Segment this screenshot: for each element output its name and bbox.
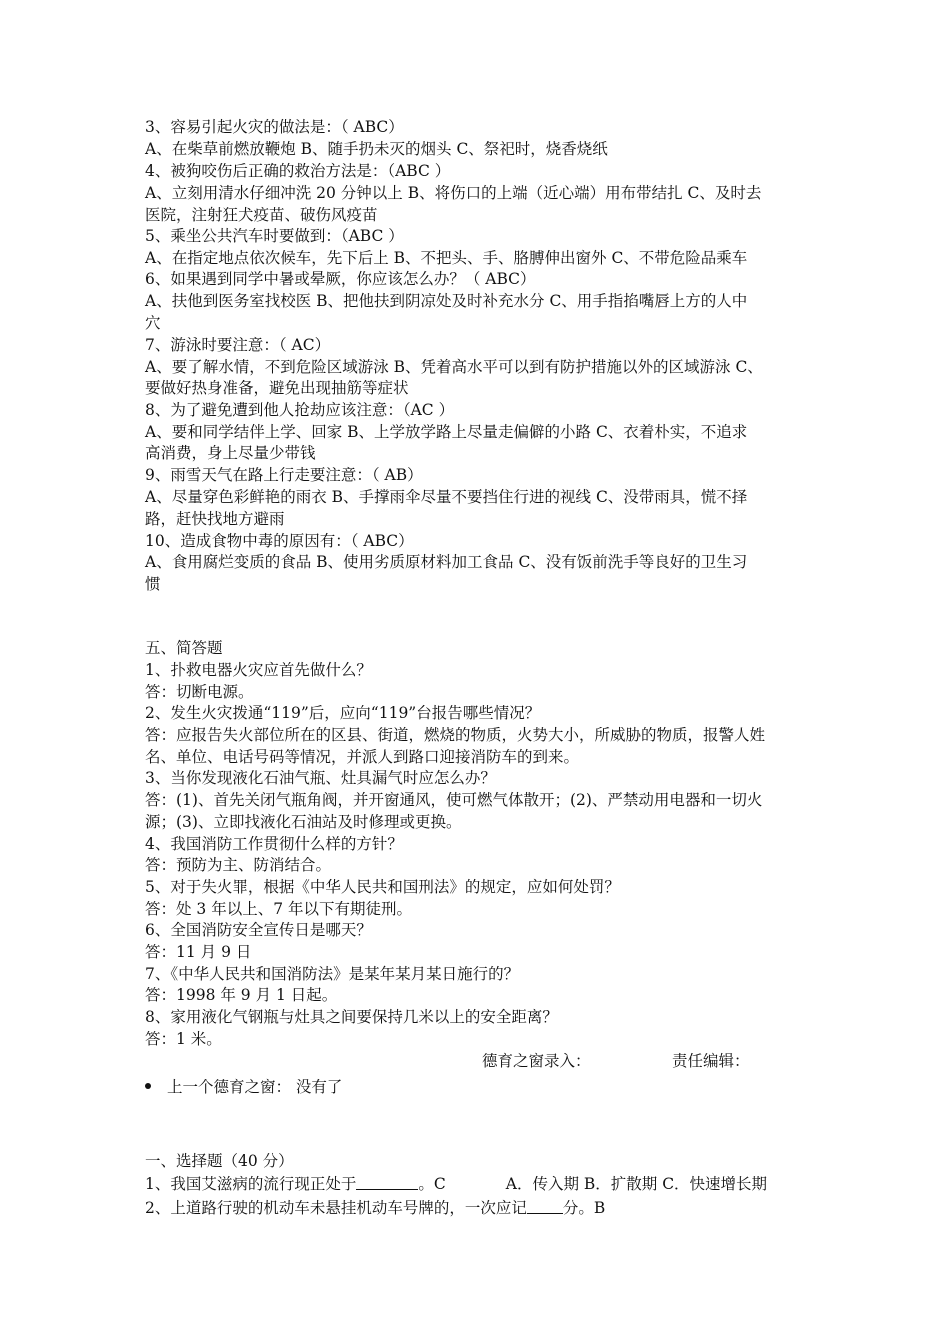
short-question-3: 3、当你发现液化石油气瓶、灶具漏气时应怎么办？ xyxy=(145,769,496,787)
editor-label: 责任编辑： xyxy=(672,1052,750,1070)
short-question-8: 8、家用液化气钢瓶与灶具之间要保持几米以上的安全距离？ xyxy=(145,1008,558,1026)
short-question-2: 2、发生火灾拨通“119”后，应向“119”台报告哪些情况？ xyxy=(145,704,541,722)
question-8-options-line1: A、要和同学结伴上学、回家 B、上学放学路上尽量走偏僻的小路 C、衣着朴实，不追求 xyxy=(145,423,748,441)
bullet-icon xyxy=(145,1083,151,1089)
question-5: 5、乘坐公共汽车时要做到：（ABC ） xyxy=(145,227,404,245)
question-8-options-line2: 高消费，身上尽量少带钱 xyxy=(145,444,316,462)
question-7: 7、游泳时要注意：（ AC） xyxy=(145,336,331,354)
question-3: 3、容易引起火灾的做法是：（ ABC） xyxy=(145,118,404,136)
section-5-heading: 五、简答题 xyxy=(145,639,223,657)
choice-question-1-options: A．传入期 B．扩散期 C．快速增长期 xyxy=(505,1175,768,1193)
section-1-heading: 一、选择题（40 分） xyxy=(145,1152,294,1170)
choice-question-2-answer: 分。B xyxy=(562,1199,606,1217)
short-question-7: 7、《中华人民共和国消防法》是某年某月某日施行的？ xyxy=(145,965,520,983)
short-answer-1: 答：切断电源。 xyxy=(145,683,254,701)
question-10-options-line2: 惯 xyxy=(145,575,161,593)
question-4-options-line1: A、立刻用清水仔细冲洗 20 分钟以上 B、将伤口的上端（近心端）用布带结扎 C、及时去 xyxy=(145,184,762,202)
question-10: 10、造成食物中毒的原因有：（ ABC） xyxy=(145,532,414,550)
choice-question-1 xyxy=(145,1173,767,1195)
question-9-options-line2: 路，赶快找地方避雨 xyxy=(145,510,285,528)
short-question-4: 4、我国消防工作贯彻什么样的方针？ xyxy=(145,835,403,853)
question-6-options-line1: A、扶他到医务室找校医 B、把他扶到阴凉处及时补充水分 C、用手指掐嘴唇上方的人中 xyxy=(145,292,748,310)
short-answer-7: 答：1998 年 9 月 1 日起。 xyxy=(145,986,338,1004)
question-3-options: A、在柴草前燃放鞭炮 B、随手扔未灭的烟头 C、祭祀时，烧香烧纸 xyxy=(145,140,608,158)
short-question-5: 5、对于失火罪，根据《中华人民共和国刑法》的规定，应如何处罚？ xyxy=(145,878,620,896)
question-10-options-line1: A、食用腐烂变质的食品 B、使用劣质原材料加工食品 C、没有饭前洗手等良好的卫生习 xyxy=(145,553,748,571)
question-4: 4、被狗咬伤后正确的救治方法是：（ABC ） xyxy=(145,162,451,180)
short-answer-6: 答：11 月 9 日 xyxy=(145,943,252,961)
short-answer-3-line2: 源；(3)、立即找液化石油站及时修理或更换。 xyxy=(145,813,462,831)
choice-question-2 xyxy=(145,1197,605,1219)
question-9-options-line1: A、尽量穿色彩鲜艳的雨衣 B、手撑雨伞尽量不要挡住行进的视线 C、没带雨具，慌不择 xyxy=(145,488,748,506)
short-answer-2-line1: 答：应报告失火部位所在的区县、街道，燃烧的物质，火势大小，所威胁的物质，报警人姓 xyxy=(145,726,766,744)
question-6-options-line2: 穴 xyxy=(145,314,161,332)
answer-blank xyxy=(527,1199,563,1214)
question-7-options-line2: 要做好热身准备，避免出现抽筋等症状 xyxy=(145,379,409,397)
question-8: 8、为了避免遭到他人抢劫应该注意：（AC ） xyxy=(145,401,455,419)
question-9: 9、雨雪天气在路上行走要注意：（ AB） xyxy=(145,466,423,484)
short-question-1: 1、扑救电器火灾应首先做什么？ xyxy=(145,661,372,679)
question-5-options: A、在指定地点依次候车，先下后上 B、不把头、手、胳膊伸出窗外 C、不带危险品乘车 xyxy=(145,249,748,267)
question-7-options-line1: A、要了解水情，不到危险区域游泳 B、凭着高水平可以到有防护措施以外的区域游泳 C、 xyxy=(145,358,763,376)
prev-link-text[interactable]: 上一个德育之窗： 没有了 xyxy=(167,1078,343,1096)
question-4-options-line2: 医院，注射狂犬疫苗、破伤风疫苗 xyxy=(145,206,378,224)
entry-label: 德育之窗录入： xyxy=(482,1052,591,1070)
short-answer-5: 答：处 3 年以上、7 年以下有期徒刑。 xyxy=(145,900,413,918)
question-6: 6、如果遇到同学中暑或晕厥，你应该怎么办？（ ABC） xyxy=(145,270,536,288)
choice-question-1-text: 1、我国艾滋病的流行现正处于 xyxy=(145,1175,357,1193)
prev-link-item[interactable] xyxy=(145,1076,342,1098)
short-question-6: 6、全国消防安全宣传日是哪天？ xyxy=(145,921,372,939)
choice-question-2-text: 2、上道路行驶的机动车未悬挂机动车号牌的，一次应记 xyxy=(145,1199,527,1217)
answer-blank xyxy=(356,1175,418,1190)
short-answer-4: 答：预防为主、防消结合。 xyxy=(145,856,332,874)
short-answer-3-line1: 答：(1)、首先关闭气瓶角阀，并开窗通风，使可燃气体散开；(2)、严禁动用电器和一切火 xyxy=(145,791,763,809)
short-answer-8: 答：1 米。 xyxy=(145,1030,222,1048)
short-answer-2-line2: 名、单位、电话号码等情况，并派人到路口迎接消防车的到来。 xyxy=(145,748,580,766)
choice-question-1-answer: 。C xyxy=(418,1175,446,1193)
